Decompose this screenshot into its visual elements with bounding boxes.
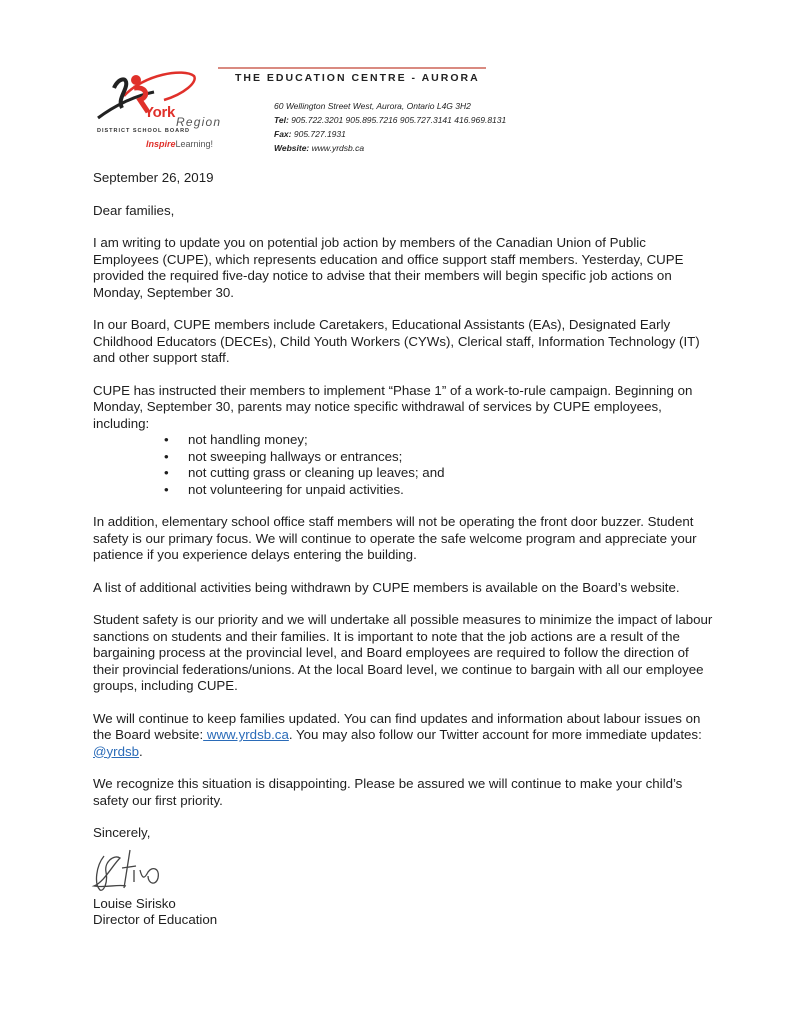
- letter-date: September 26, 2019: [93, 170, 214, 185]
- list-item: • not cutting grass or cleaning up leaves; and: [188, 465, 713, 482]
- fax-line: Fax: 905.727.1931: [274, 129, 346, 139]
- centre-title: THE EDUCATION CENTRE - AURORA: [235, 72, 480, 84]
- logo-subtitle: DISTRICT SCHOOL BOARD: [97, 128, 191, 134]
- list-item: • not handling money;: [188, 432, 713, 449]
- paragraph-4: In addition, elementary school office staff members will not be operating the front door buzzer. Student safety is our primary focus. We will continue to operate the safe welcome program and appreciate your patience if you experience delays entering the building.: [93, 514, 697, 562]
- paragraph-5: A list of additional activities being withdrawn by CUPE members is available on the Board’s website.: [93, 579, 680, 595]
- address: 60 Wellington Street West, Aurora, Ontario L4G 3H2: [274, 101, 471, 111]
- paragraph-6: Student safety is our priority and we will undertake all possible measures to minimize the impact of labour sanctions on students and their families. It is important to note that the job actions are a result of the bargaining process at the provincial level, and Board employees are required to follow the direction of their provincial federations/unions. At the local Board level, we continue to bargain with all our employee groups, including CUPE.: [93, 612, 713, 693]
- letter-body: [93, 170, 713, 929]
- header-rule: [218, 67, 486, 69]
- logo-tagline: InspireLearning!: [146, 139, 214, 149]
- yrdsb-logo: [90, 62, 250, 158]
- signature-icon: [90, 846, 170, 894]
- letterhead: [90, 62, 570, 158]
- salutation: Dear families,: [93, 202, 175, 218]
- website-line: Website: www.yrdsb.ca: [274, 143, 365, 153]
- list-item: • not volunteering for unpaid activities.: [188, 482, 713, 499]
- logo-york-text: York: [144, 104, 176, 121]
- withdrawn-services-list: [93, 432, 713, 498]
- signer-title: Director of Education: [93, 912, 218, 927]
- paragraph-1: I am writing to update you on potential job action by members of the Canadian Union of Public Employees (CUPE), which represents education and office support staff members. Yesterday, CUPE provided the required five-day notice to advise that their members will begin specific job actions on Monday, September 30.: [93, 235, 684, 300]
- closing: Sincerely,: [93, 825, 151, 840]
- board-website-link[interactable]: www.yrdsb.ca: [203, 727, 289, 742]
- paragraph-8: We recognize this situation is disappointing. Please be assured we will continue to make your child’s safety our first priority.: [93, 776, 683, 808]
- twitter-link[interactable]: @yrdsb: [93, 743, 140, 759]
- paragraph-7: We will continue to keep families updated. You can find updates and information about labour issues on the Board website: www.yrdsb.ca. You may also follow our Twitter account for more immediate updates: @yrdsb.: [93, 710, 702, 759]
- contact-info: [274, 99, 506, 155]
- logo-region-text: Region: [176, 115, 222, 129]
- telephone-line: Tel: 905.722.3201 905.895.7216 905.727.3141 416.969.8131: [274, 115, 507, 125]
- list-item: • not sweeping hallways or entrances;: [188, 449, 713, 466]
- signer-name: Louise Sirisko: [93, 895, 176, 911]
- paragraph-2: In our Board, CUPE members include Caretakers, Educational Assistants (EAs), Designated Early Childhood Educators (DECEs), Child Youth Workers (CYWs), Clerical staff, Information Technology (IT) and other support staff.: [93, 317, 700, 365]
- paragraph-3: CUPE has instructed their members to implement “Phase 1” of a work-to-rule campaign. Beginning on Monday, September 30, parents may notice specific withdrawal of services by CUPE employees, including:: [93, 382, 693, 431]
